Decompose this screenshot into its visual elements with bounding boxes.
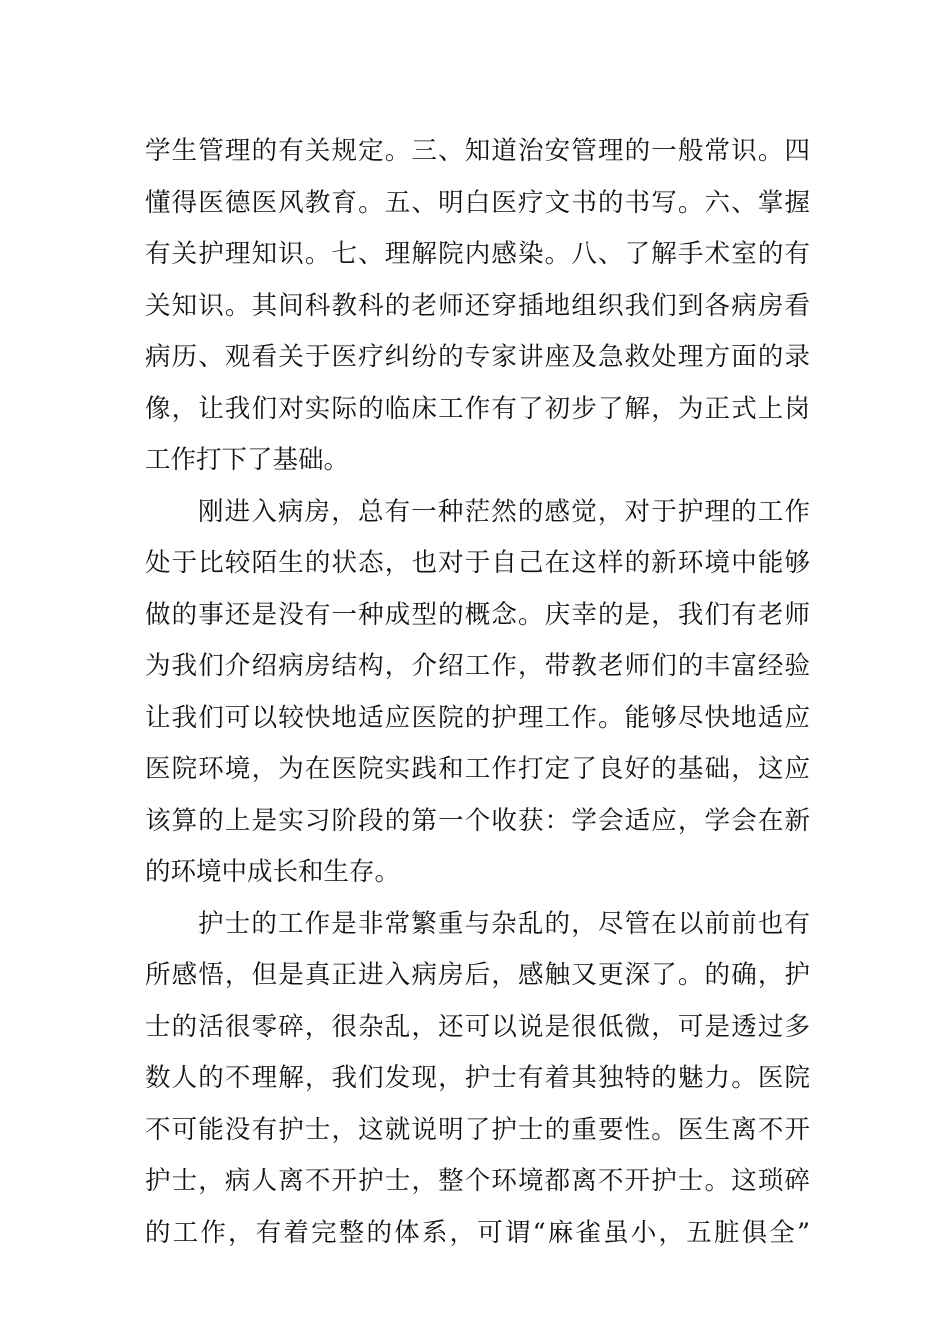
text-line: 做的事还是没有一种成型的概念。庆幸的是，我们有老师 <box>145 599 810 630</box>
text-line: 的工作，有着完整的体系，可谓“麻雀虽小，五脏俱全” <box>145 1217 810 1248</box>
text-line: 为我们介绍病房结构，介绍工作，带教老师们的丰富经验 <box>145 651 810 681</box>
text-line: 工作打下了基础。 <box>145 445 350 475</box>
paragraph-start-line: 护士的工作是非常繁重与杂乱的，尽管在以前前也有 <box>198 908 810 939</box>
text-line: 士的活很零碎，很杂乱，还可以说是很低微，可是透过多 <box>145 1011 810 1042</box>
text-line: 所感悟，但是真正进入病房后，感触又更深了。的确，护 <box>145 960 810 990</box>
text-line: 处于比较陌生的状态，也对于自己在这样的新环境中能够 <box>145 548 810 578</box>
paragraph-start-line: 刚进入病房，总有一种茫然的感觉，对于护理的工作 <box>198 496 810 527</box>
text-line: 该算的上是实习阶段的第一个收获：学会适应，学会在新 <box>145 805 810 836</box>
text-line: 的环境中成长和生存。 <box>145 857 401 887</box>
text-line: 让我们可以较快地适应医院的护理工作。能够尽快地适应 <box>145 702 810 733</box>
text-line: 有关护理知识。七、理解院内感染。八、了解手术室的有 <box>145 239 810 269</box>
body-text <box>145 126 810 1259</box>
text-line: 数人的不理解，我们发现，护士有着其独特的魅力。医院 <box>145 1063 810 1093</box>
text-line: 医院环境，为在医院实践和工作打定了良好的基础，这应 <box>145 754 810 784</box>
text-line: 关知识。其间科教科的老师还穿插地组织我们到各病房看 <box>145 290 810 321</box>
text-line: 病历、观看关于医疗纠纷的专家讲座及急救处理方面的录 <box>145 342 810 372</box>
text-line: 护士，病人离不开护士，整个环境都离不开护士。这琐碎 <box>145 1166 810 1196</box>
text-line: 学生管理的有关规定。三、知道治安管理的一般常识。四 <box>145 136 810 166</box>
text-line: 不可能没有护士，这就说明了护士的重要性。医生离不开 <box>145 1114 810 1145</box>
text-line: 像，让我们对实际的临床工作有了初步了解，为正式上岗 <box>145 393 810 424</box>
text-line: 懂得医德医风教育。五、明白医疗文书的书写。六、掌握 <box>145 187 810 218</box>
